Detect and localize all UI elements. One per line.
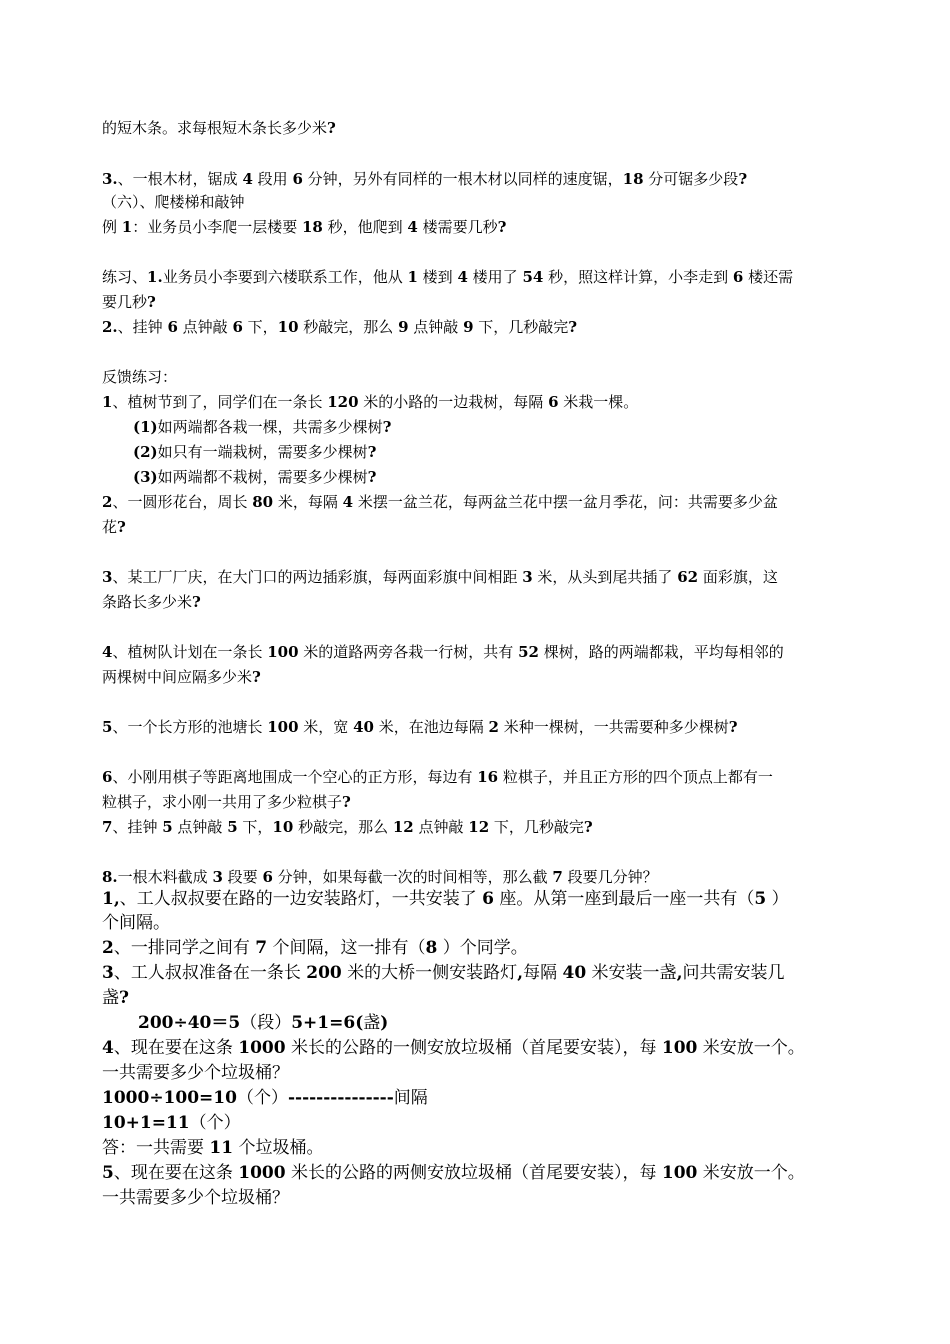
section-heading: 反馈练习： — [102, 368, 178, 386]
text-line: 的短木条。求每根短木条长多少米? — [102, 119, 336, 137]
text-line: 2、一圆形花台，周长 80 米，每隔 4 米摆一盆兰花，每两盆兰花中摆一盆月季花，问：共需要多少盆 — [102, 493, 778, 511]
text-line: 花? — [102, 518, 126, 536]
text-line: 一共需要多少个垃圾桶？ — [102, 1188, 289, 1208]
answer-line: 答：一共需要 11 个垃圾桶。 — [102, 1138, 324, 1158]
text-line: 2、一排同学之间有 7 个间隔，这一排有（8 ）个同学。 — [102, 938, 528, 958]
text-line: 3、工人叔叔准备在一条长 200 米的大桥一侧安装路灯,每隔 40 米安装一盏,问共需安装几 — [102, 963, 785, 983]
text-line: 1,、工人叔叔要在路的一边安装路灯，一共安装了 6 座。从第一座到最后一座一共有（5 ） — [102, 889, 789, 909]
text-line: 要几秒? — [102, 293, 156, 311]
calculation-line: 200÷40＝5（段）5+1=6(盏) — [138, 1013, 389, 1033]
text-line: 盏? — [102, 988, 129, 1008]
text-line: 例 1：业务员小李爬一层楼要 18 秒，他爬到 4 楼需要几秒? — [102, 218, 507, 236]
text-line: (2)如只有一端栽树，需要多少棵树? — [133, 443, 377, 461]
text-line: 7、挂钟 5 点钟敲 5 下，10 秒敲完，那么 12 点钟敲 12 下，几秒敲完? — [102, 818, 593, 836]
text-line: 个间隔。 — [102, 913, 170, 933]
text-line: 练习、1.业务员小李要到六楼联系工作，他从 1 楼到 4 楼用了 54 秒，照这样计算，小李走到 6 楼还需 — [102, 268, 794, 286]
text-line: 两棵树中间应隔多少米? — [102, 668, 261, 686]
text-line: 5、现在要在这条 1000 米长的公路的两侧安放垃圾桶（首尾要安装），每 100 米安放一个。 — [102, 1163, 805, 1183]
text-line: (1)如两端都各栽一棵，共需多少棵树? — [133, 418, 392, 436]
text-line: 3.、一根木材，锯成 4 段用 6 分钟，另外有同样的一根木材以同样的速度锯，18 分可锯多少段? — [102, 170, 748, 188]
section-heading: （六）、爬楼梯和敲钟 — [102, 193, 245, 211]
text-line: 3、某工厂厂庆，在大门口的两边插彩旗，每两面彩旗中间相距 3 米，从头到尾共插了 62 面彩旗，这 — [102, 568, 778, 586]
text-line: 5、一个长方形的池塘长 100 米，宽 40 米，在池边每隔 2 米种一棵树，一共需要种多少棵树? — [102, 718, 738, 736]
text-line: 2.、挂钟 6 点钟敲 6 下，10 秒敲完，那么 9 点钟敲 9 下，几秒敲完? — [102, 318, 578, 336]
text-line: 粒棋子，求小刚一共用了多少粒棋子? — [102, 793, 351, 811]
text-line: 4、现在要在这条 1000 米长的公路的一侧安放垃圾桶（首尾要安装），每 100 米安放一个。 — [102, 1038, 805, 1058]
calculation-line: 10+1=11（个） — [102, 1113, 241, 1133]
text-line: 条路长多少米? — [102, 593, 201, 611]
calculation-line: 1000÷100=10（个）---------------间隔 — [102, 1088, 428, 1108]
text-line: 1、植树节到了，同学们在一条长 120 米的小路的一边栽树，每隔 6 米栽一棵。 — [102, 393, 639, 411]
text-line: (3)如两端都不栽树，需要多少棵树? — [133, 468, 377, 486]
text-line: 一共需要多少个垃圾桶？ — [102, 1063, 289, 1083]
text-line: 6、小刚用棋子等距离地围成一个空心的正方形，每边有 16 粒棋子，并且正方形的四个顶点上都有一 — [102, 768, 773, 786]
text-line: 4、植树队计划在一条长 100 米的道路两旁各栽一行树，共有 52 棵树，路的两端都栽，平均每相邻的 — [102, 643, 784, 661]
text-line: 8.一根木料截成 3 段要 6 分钟，如果每截一次的时间相等，那么截 7 段要几分钟？ — [102, 868, 658, 886]
